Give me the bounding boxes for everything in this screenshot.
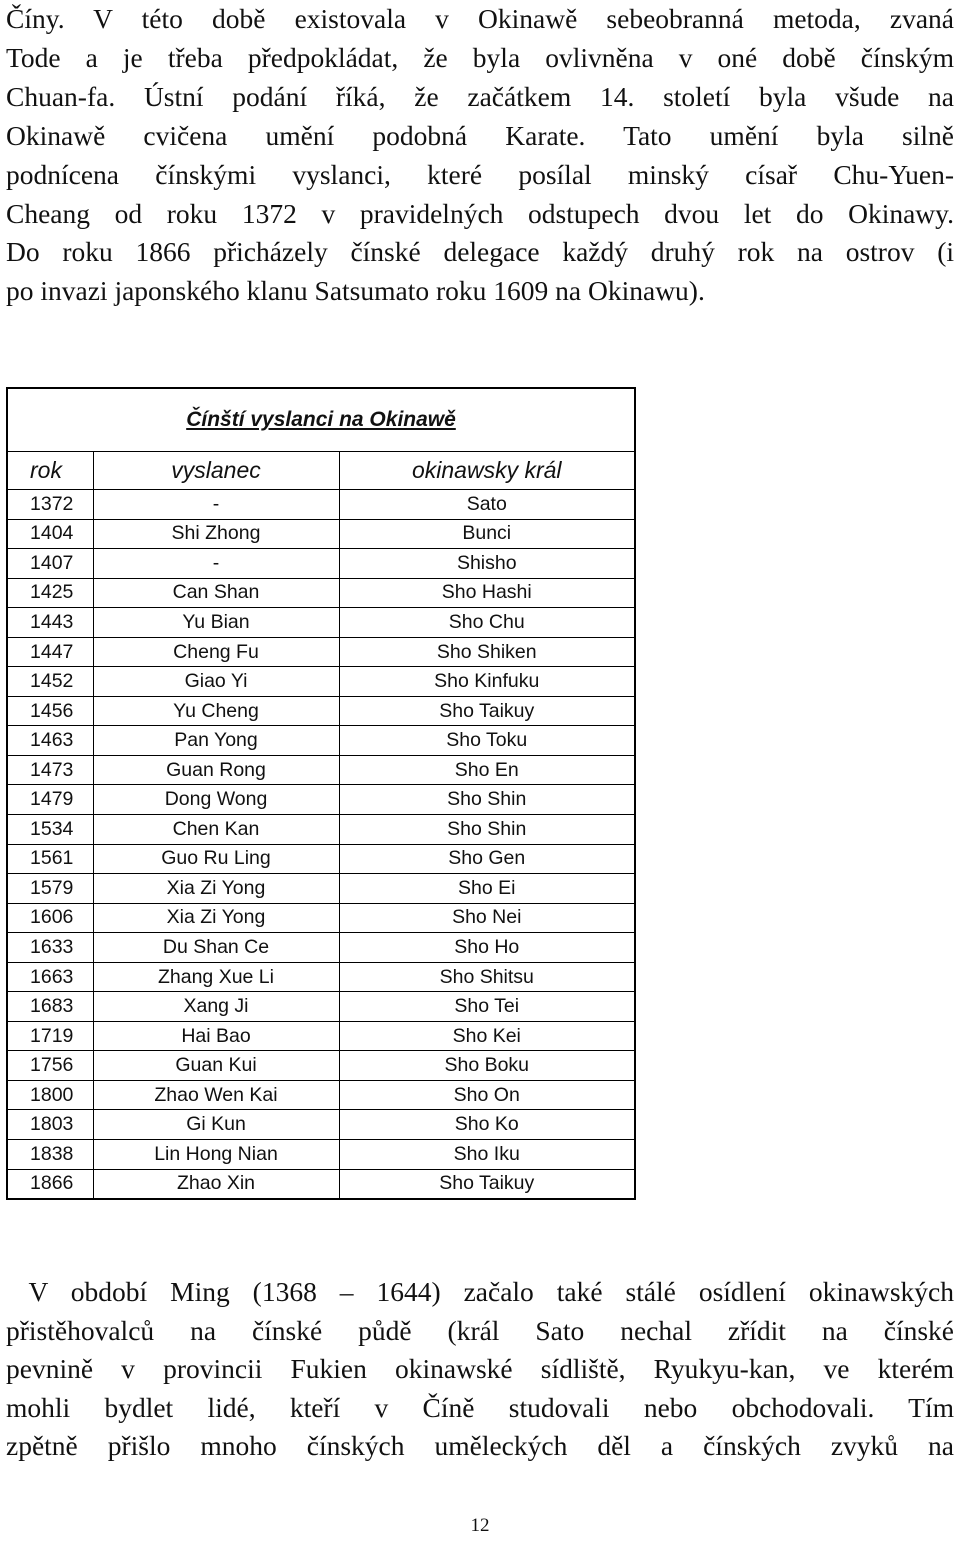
text-line: Chuan-fa. Ústní podání říká, že začátkem 14. století byla všude na [6,80,954,112]
text-line: přistěhovalců na čínské půdě (král Sato nechal zřídit na čínské [6,1314,954,1346]
table-row [8,608,634,638]
table-row [8,490,634,520]
cell-envoy: Du Shan Ce [93,933,339,963]
paragraph-ming [6,1273,954,1466]
cell-envoy: Gi Kun [93,1110,339,1140]
cell-king: Shisho [339,549,634,579]
cell-year: 1447 [8,637,93,667]
text-line: Číny. V této době existovala v Okinawě sebeobranná metoda, zvaná [6,3,954,34]
cell-envoy: Yu Bian [93,608,339,638]
table-row [8,962,634,992]
table-row [8,1140,634,1170]
table-row [8,815,634,845]
page-number: 12 [470,1515,490,1536]
header-envoy: vyslanec [93,452,339,490]
cell-envoy: Dong Wong [93,785,339,815]
header-king: okinawsky král [339,452,634,490]
header-year: rok [8,452,93,490]
cell-king: Sho Shin [339,815,634,845]
cell-envoy: Guo Ru Ling [93,844,339,874]
cell-year: 1473 [8,755,93,785]
table-row [8,578,634,608]
cell-year: 1663 [8,962,93,992]
cell-envoy: Yu Cheng [93,696,339,726]
table-row [8,785,634,815]
cell-envoy: Shi Zhong [93,519,339,549]
text-line: Cheang od roku 1372 v pravidelných odstupech dvou let do Okinawy. [6,197,954,229]
cell-king: Sho Gen [339,844,634,874]
cell-year: 1803 [8,1110,93,1140]
text-line: podnícena čínskými vyslanci, které posílal minský císař Chu-Yuen- [6,158,954,190]
cell-year: 1561 [8,844,93,874]
cell-envoy: Xia Zi Yong [93,874,339,904]
cell-envoy: Lin Hong Nian [93,1140,339,1170]
cell-king: Sho Taikuy [339,696,634,726]
cell-envoy: Can Shan [93,578,339,608]
table-header-row [8,452,634,490]
cell-year: 1800 [8,1080,93,1110]
cell-year: 1463 [8,726,93,756]
cell-king: Sho Toku [339,726,634,756]
cell-king: Bunci [339,519,634,549]
cell-year: 1756 [8,1051,93,1081]
cell-king: Sato [339,490,634,520]
cell-king: Sho Shiken [339,637,634,667]
cell-king: Sho Shin [339,785,634,815]
table-row [8,696,634,726]
table-row [8,992,634,1022]
cell-king: Sho On [339,1080,634,1110]
cell-king: Sho Ho [339,933,634,963]
cell-year: 1579 [8,874,93,904]
table-row [8,726,634,756]
cell-envoy: Giao Yi [93,667,339,697]
table-row [8,1021,634,1051]
cell-king: Sho Kinfuku [339,667,634,697]
cell-envoy: Chen Kan [93,815,339,845]
text-line: zpětně přišlo mnoho čínských uměleckých děl a čínských zvyků na [6,1430,954,1462]
cell-envoy: Xang Ji [93,992,339,1022]
cell-envoy: Zhao Wen Kai [93,1080,339,1110]
cell-year: 1866 [8,1169,93,1198]
table-title: Čínští vyslanci na Okinawě [8,389,634,452]
cell-envoy: - [93,490,339,520]
text-line: Tode a je třeba předpokládat, že byla ovlivněna v oné době čínským [6,41,954,73]
text-line: po invazi japonského klanu Satsumato roku 1609 na Okinawu). [6,275,705,307]
cell-king: Sho Nei [339,903,634,933]
cell-envoy: Guan Kui [93,1051,339,1081]
text-line: mohli bydlet lidé, kteří v Číně studovali nebo obchodovali. Tím [6,1391,954,1423]
cell-envoy: Zhao Xin [93,1169,339,1198]
cell-year: 1719 [8,1021,93,1051]
table-row [8,1110,634,1140]
cell-year: 1479 [8,785,93,815]
cell-year: 1372 [8,490,93,520]
text-line: V období Ming (1368 – 1644) začalo také stálé osídlení okinawských [6,1276,954,1307]
cell-king: Sho Ei [339,874,634,904]
table-row [8,1051,634,1081]
cell-envoy: Cheng Fu [93,637,339,667]
cell-king: Sho Boku [339,1051,634,1081]
table-row [8,903,634,933]
table-row [8,1080,634,1110]
envoys-table-grid [8,452,634,1198]
cell-year: 1838 [8,1140,93,1170]
cell-year: 1683 [8,992,93,1022]
cell-year: 1425 [8,578,93,608]
table-row [8,933,634,963]
cell-year: 1456 [8,696,93,726]
table-row [8,1169,634,1198]
envoys-table [6,387,636,1200]
text-line: pevnině v provincii Fukien okinawské sídliště, Ryukyu-kan, ve kterém [6,1353,954,1385]
cell-envoy: Zhang Xue Li [93,962,339,992]
table-row [8,637,634,667]
table-body [8,490,634,1199]
cell-envoy: Xia Zi Yong [93,903,339,933]
cell-king: Sho Ko [339,1110,634,1140]
table-row [8,519,634,549]
text-line: Okinawě cvičena umění podobná Karate. Tato umění byla silně [6,119,954,151]
cell-king: Sho Iku [339,1140,634,1170]
table-row [8,549,634,579]
table-row [8,874,634,904]
cell-king: Sho Hashi [339,578,634,608]
table-row [8,755,634,785]
cell-envoy: Guan Rong [93,755,339,785]
paragraph-intro [6,0,954,311]
table-row [8,844,634,874]
cell-envoy: - [93,549,339,579]
cell-king: Sho Kei [339,1021,634,1051]
cell-envoy: Hai Bao [93,1021,339,1051]
cell-king: Sho Shitsu [339,962,634,992]
text-line: Do roku 1866 přicházely čínské delegace každý druhý rok na ostrov (i [6,236,954,268]
cell-king: Sho Tei [339,992,634,1022]
table-row [8,667,634,697]
cell-year: 1407 [8,549,93,579]
cell-year: 1452 [8,667,93,697]
cell-year: 1633 [8,933,93,963]
cell-year: 1404 [8,519,93,549]
cell-envoy: Pan Yong [93,726,339,756]
cell-year: 1443 [8,608,93,638]
cell-king: Sho Chu [339,608,634,638]
cell-year: 1606 [8,903,93,933]
cell-king: Sho Taikuy [339,1169,634,1198]
cell-king: Sho En [339,755,634,785]
cell-year: 1534 [8,815,93,845]
